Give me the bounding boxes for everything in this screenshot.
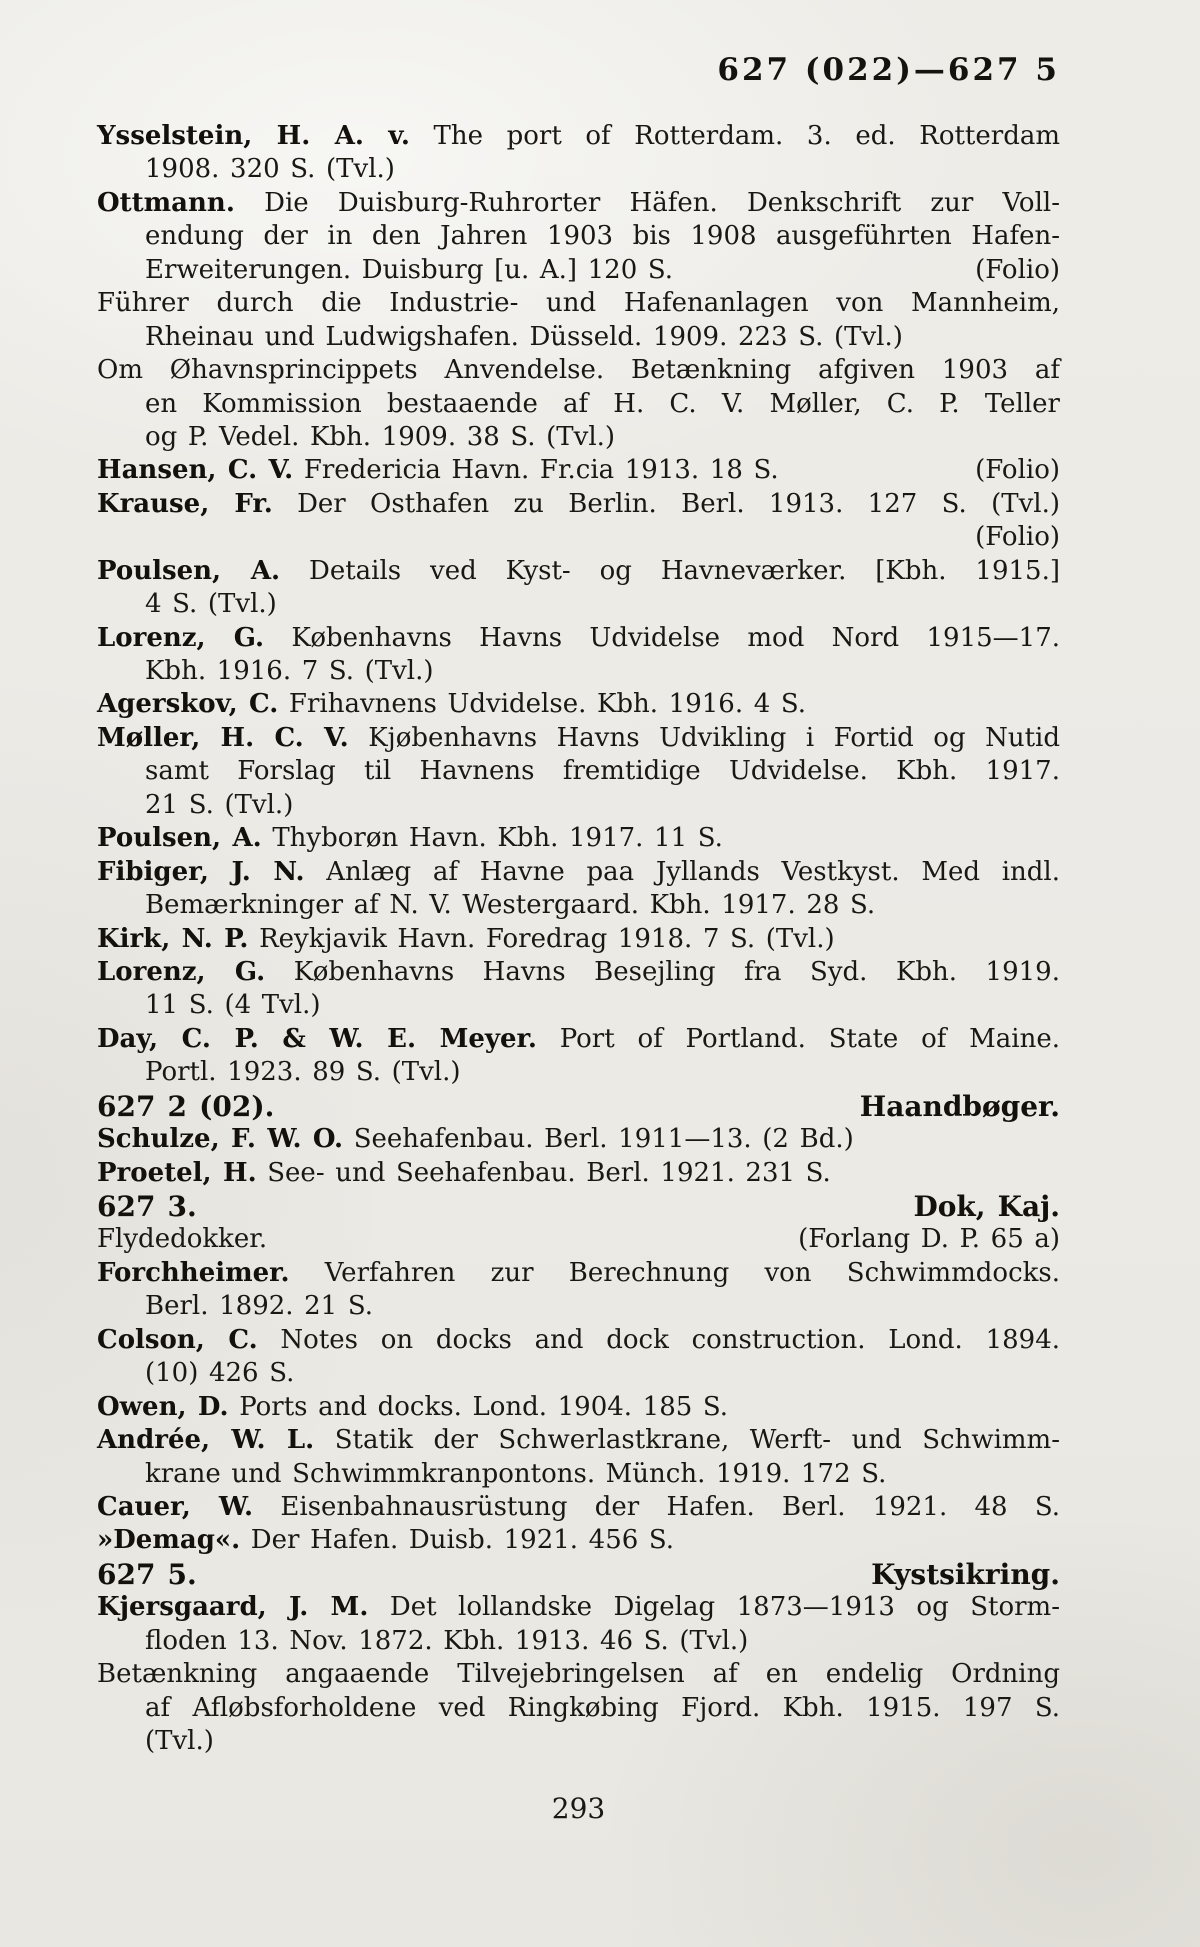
- section-heading-line: [97, 1090, 1060, 1123]
- line-left: [97, 723, 1060, 753]
- entry-text: Københavns Havns Besejling fra Syd. Kbh. 1919.: [293, 956, 1060, 987]
- line-left: [145, 656, 434, 686]
- author-name: Andrée, W. L.: [97, 1425, 315, 1456]
- bib-line: [97, 956, 1060, 989]
- line-left: [97, 823, 723, 853]
- author-name: Hansen, C. V.: [97, 455, 294, 486]
- line-left: [97, 1525, 674, 1555]
- bib-line: [97, 889, 1060, 922]
- entry-text: Reykjavik Havn. Foredrag 1918. 7 S. (Tvl.): [259, 923, 835, 954]
- bib-line: [97, 1658, 1060, 1691]
- line-left: [97, 355, 1060, 385]
- page-number: 293: [551, 1792, 606, 1825]
- bib-line: [97, 321, 1060, 354]
- entry-text: Notes on docks and dock construction. Lond. 1894.: [280, 1324, 1060, 1355]
- entry-text: Statik der Schwerlastkrane, Werft- und Schwimm-: [334, 1425, 1060, 1456]
- line-left: [97, 1158, 831, 1188]
- line-left: [97, 288, 1060, 318]
- author-name: Fibiger, J. N.: [97, 856, 305, 887]
- entry-text: Rheinau und Ludwigshafen. Düsseld. 1909. 223 S. (Tvl.): [145, 321, 903, 352]
- line-left: [145, 322, 903, 352]
- entry-text: 4 S. (Tvl.): [145, 589, 277, 620]
- format-note: (Folio): [975, 522, 1060, 553]
- author-name: Kirk, N. P.: [97, 923, 249, 954]
- line-left: [145, 1626, 748, 1656]
- line-left: [97, 121, 1060, 151]
- bib-line: [97, 1023, 1060, 1056]
- bib-line: [97, 1290, 1060, 1323]
- entry-text: en Kommission bestaaende af H. C. V. Møller, C. P. Teller: [145, 388, 1060, 419]
- line-left: [145, 154, 395, 184]
- entry-text: Port of Portland. State of Maine.: [559, 1023, 1060, 1054]
- bib-line: [97, 153, 1060, 186]
- bib-line: [97, 1157, 1060, 1190]
- line-left: [145, 389, 1060, 419]
- author-name: Agerskov, C.: [97, 689, 279, 720]
- bibliography-list: [97, 120, 1060, 1758]
- entry-text: Der Hafen. Duisb. 1921. 456 S.: [250, 1525, 675, 1556]
- bib-line: [97, 521, 1060, 554]
- line-left: [145, 1291, 373, 1321]
- bib-line: [97, 1625, 1060, 1658]
- line-left: [145, 890, 875, 920]
- bib-line: [97, 822, 1060, 855]
- format-note: (Folio): [975, 455, 1060, 486]
- entry-text: krane und Schwimmkranpontons. Münch. 1919. 172 S.: [145, 1458, 887, 1489]
- line-left: [145, 1459, 886, 1489]
- entry-text: floden 13. Nov. 1872. Kbh. 1913. 46 S. (Tvl.): [145, 1625, 749, 1656]
- author-name: Cauer, W.: [97, 1491, 254, 1522]
- bib-line: [97, 1324, 1060, 1357]
- line-left: [97, 1090, 274, 1123]
- entry-text: og P. Vedel. Kbh. 1909. 38 S. (Tvl.): [145, 421, 616, 452]
- author-name: Day, C. P. & W. E. Meyer.: [97, 1023, 537, 1054]
- bib-line: [97, 789, 1060, 822]
- entry-text: Führer durch die Industrie- und Hafenanlagen von Mannheim,: [97, 288, 1060, 319]
- bib-line: [97, 1524, 1060, 1557]
- entry-text: Københavns Havns Udvidelse mod Nord 1915—17.: [291, 622, 1060, 653]
- format-note: (Folio): [975, 254, 1060, 285]
- section-title: Kystsikring.: [871, 1557, 1060, 1591]
- entry-text: Details ved Kyst- og Havneværker. [Kbh. 1915.]: [308, 555, 1060, 586]
- line-left: [97, 924, 835, 954]
- line-left: [97, 689, 806, 719]
- bib-line: [97, 388, 1060, 421]
- author-name: Poulsen, A.: [97, 555, 281, 586]
- line-left: [97, 1659, 1060, 1689]
- section-title: Dok, Kaj.: [913, 1190, 1060, 1223]
- author-name: »Demag«.: [97, 1525, 241, 1556]
- author-name: Owen, D.: [97, 1391, 229, 1422]
- bib-line: [97, 688, 1060, 721]
- bib-line: [97, 220, 1060, 253]
- bib-line: [97, 1056, 1060, 1089]
- line-left: [97, 1425, 1060, 1455]
- entry-text: Det lollandske Digelag 1873—1913 og Storm-: [389, 1592, 1060, 1623]
- entry-text: Die Duisburg-Ruhrorter Häfen. Denkschrift zur Voll-: [264, 187, 1060, 218]
- bib-line: [97, 287, 1060, 320]
- author-name: Colson, C.: [97, 1324, 258, 1355]
- line-left: [97, 1392, 728, 1422]
- line-left: [97, 1124, 854, 1154]
- bib-line: [97, 1123, 1060, 1156]
- bib-line: [97, 923, 1060, 956]
- section-heading-line: [97, 1190, 1060, 1223]
- entry-text: Ports and docks. Lond. 1904. 185 S.: [239, 1391, 729, 1422]
- line-left: [97, 1258, 1060, 1288]
- author-name: Proetel, H.: [97, 1157, 257, 1188]
- section-title: Haandbøger.: [859, 1089, 1060, 1123]
- bib-line: [97, 187, 1060, 220]
- bib-line: [97, 588, 1060, 621]
- line-left: [97, 957, 1060, 987]
- bib-line: [97, 1391, 1060, 1424]
- author-name: Lorenz, G.: [97, 956, 266, 987]
- author-name: Ysselstein, H. A. v.: [97, 121, 410, 151]
- section-number: 627 3.: [97, 1190, 197, 1223]
- entry-text: Kbh. 1916. 7 S. (Tvl.): [145, 656, 434, 686]
- author-name: Kjersgaard, J. M.: [97, 1592, 369, 1623]
- entry-text: 11 S. (4 Tvl.): [145, 990, 321, 1021]
- bib-line: [97, 454, 1060, 487]
- line-left: [145, 990, 321, 1020]
- author-name: Poulsen, A.: [97, 823, 262, 854]
- bib-line: [97, 989, 1060, 1022]
- line-left: [145, 1358, 294, 1388]
- bib-line: [97, 488, 1060, 521]
- entry-text: Portl. 1923. 89 S. (Tvl.): [145, 1057, 461, 1088]
- line-left: [97, 1592, 1060, 1622]
- entry-text: (10) 426 S.: [145, 1358, 295, 1389]
- author-name: Ottmann.: [97, 187, 235, 218]
- line-left: [97, 489, 1060, 519]
- bib-line: [97, 421, 1060, 454]
- line-left: [145, 756, 1060, 786]
- bib-line: [97, 622, 1060, 655]
- bib-line: [97, 354, 1060, 387]
- bib-line: [97, 1725, 1060, 1758]
- line-left: [145, 1693, 1060, 1723]
- line-left: [97, 1190, 197, 1223]
- bib-line: [97, 722, 1060, 755]
- bib-line: [97, 655, 1060, 688]
- entry-text: See- und Seehafenbau. Berl. 1921. 231 S.: [267, 1157, 831, 1188]
- running-head: 627 (022)—627 5: [717, 52, 1060, 88]
- entry-text: af Afløbsforholdene ved Ringkøbing Fjord. Kbh. 1915. 197 S.: [145, 1692, 1060, 1723]
- entry-text: Seehafenbau. Berl. 1911—13. (2 Bd.): [353, 1124, 854, 1155]
- line-left: [97, 1024, 1060, 1054]
- entry-text: Flydedokker.: [97, 1224, 268, 1255]
- entry-text: Bemærkninger af N. V. Westergaard. Kbh. 1917. 28 S.: [145, 890, 876, 921]
- entry-text: The port of Rotterdam. 3. ed. Rotterdam: [433, 121, 1060, 151]
- line-left: [145, 790, 293, 820]
- line-left: [145, 1726, 214, 1756]
- section-heading-line: [97, 1558, 1060, 1591]
- author-name: Forchheimer.: [97, 1257, 290, 1288]
- entry-text: (Tvl.): [145, 1726, 214, 1756]
- bib-line: [97, 856, 1060, 889]
- line-left: [97, 1558, 197, 1591]
- author-name: Lorenz, G.: [97, 622, 265, 653]
- line-left: [97, 556, 1060, 586]
- bib-line: [97, 1223, 1060, 1256]
- bib-line: [97, 1491, 1060, 1524]
- bib-line: [97, 755, 1060, 788]
- line-left: [145, 589, 277, 619]
- entry-text: 1908. 320 S. (Tvl.): [145, 154, 395, 185]
- section-number: 627 2 (02).: [97, 1089, 275, 1123]
- entry-text: endung der in den Jahren 1903 bis 1908 ausgeführten Hafen-: [145, 221, 1060, 252]
- entry-text: Erweiterungen. Duisburg [u. A.] 120 S.: [145, 254, 674, 285]
- line-left: [97, 454, 779, 487]
- line-left: [145, 1057, 461, 1087]
- author-name: Krause, Fr.: [97, 488, 273, 519]
- entry-text: Thyborøn Havn. Kbh. 1917. 11 S.: [272, 823, 723, 854]
- bib-line: [97, 254, 1060, 287]
- entry-text: Om Øhavnsprincippets Anvendelse. Betænkning afgiven 1903 af: [97, 355, 1060, 386]
- section-number: 627 5.: [97, 1557, 197, 1591]
- entry-text: Kjøbenhavns Havns Udvikling i Fortid og Nutid: [368, 722, 1060, 753]
- line-left: [97, 1492, 1060, 1522]
- entry-text: Der Osthafen zu Berlin. Berl. 1913. 127 S. (Tvl.): [297, 488, 1060, 519]
- bib-line: [97, 1424, 1060, 1457]
- line-left: [145, 254, 673, 287]
- bib-line: [97, 555, 1060, 588]
- entry-text: Frihavnens Udvidelse. Kbh. 1916. 4 S.: [288, 689, 806, 720]
- bib-line: [97, 1458, 1060, 1491]
- format-note: (Forlang D. P. 65 a): [798, 1224, 1060, 1255]
- author-name: Møller, H. C. V.: [97, 722, 349, 753]
- line-left: [97, 1325, 1060, 1355]
- bib-line: [97, 1692, 1060, 1725]
- bib-line: [97, 1591, 1060, 1624]
- line-left: [97, 857, 1060, 887]
- entry-text: Berl. 1892. 21 S.: [145, 1291, 373, 1322]
- bib-line: [97, 120, 1060, 153]
- entry-text: Eisenbahnausrüstung der Hafen. Berl. 1921. 48 S.: [280, 1491, 1061, 1522]
- bib-line: [97, 1357, 1060, 1390]
- line-left: [145, 422, 615, 452]
- entry-text: Fredericia Havn. Fr.cia 1913. 18 S.: [303, 455, 779, 486]
- line-left: [97, 1223, 267, 1256]
- entry-text: 21 S. (Tvl.): [145, 789, 294, 820]
- entry-text: Anlæg af Havne paa Jyllands Vestkyst. Med indl.: [326, 856, 1060, 887]
- entry-text: samt Forslag til Havnens fremtidige Udvidelse. Kbh. 1917.: [145, 756, 1060, 787]
- line-left: [97, 188, 1060, 218]
- bib-line: [97, 1257, 1060, 1290]
- entry-text: Betænkning angaaende Tilvejebringelsen af en endelig Ordning: [97, 1659, 1060, 1690]
- entry-text: Verfahren zur Berechnung von Schwimmdocks.: [324, 1257, 1060, 1288]
- line-left: [145, 221, 1060, 251]
- author-name: Schulze, F. W. O.: [97, 1124, 344, 1155]
- line-left: [97, 623, 1060, 653]
